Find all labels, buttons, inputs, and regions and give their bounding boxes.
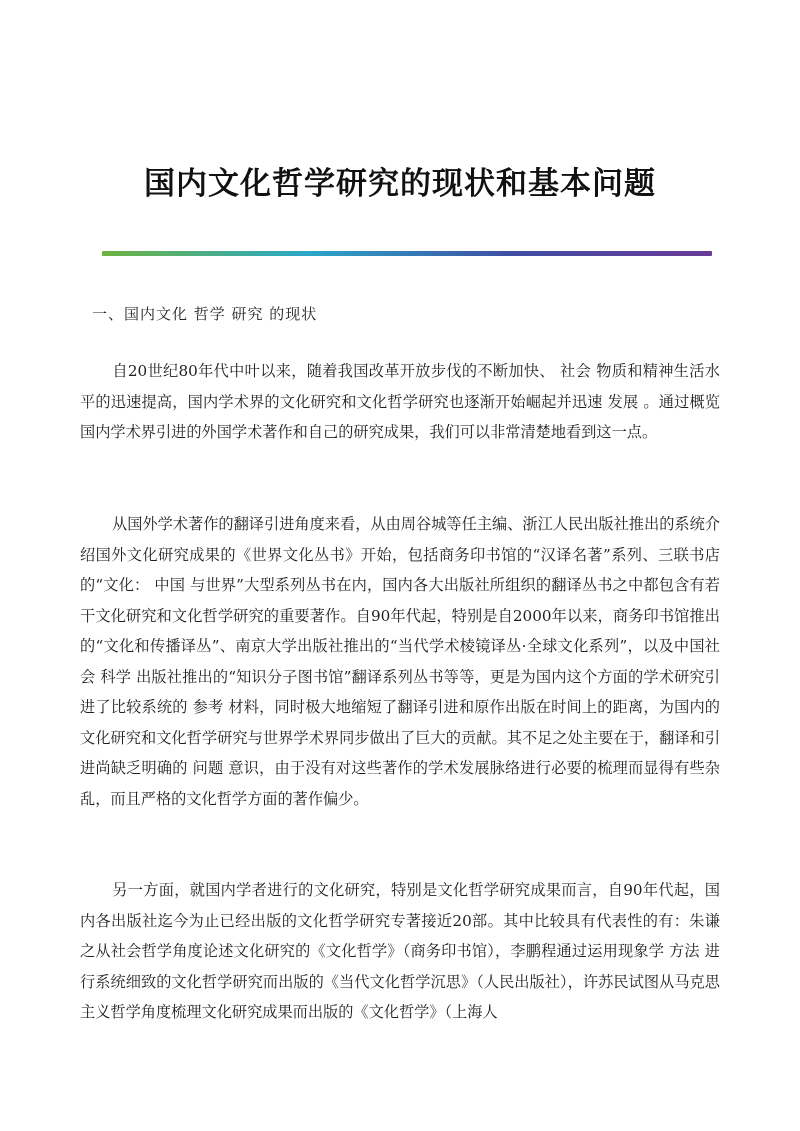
section-heading: 一、国内文化 哲学 研究 的现状 [92, 305, 318, 323]
page-title: 国内文化哲学研究的现状和基本问题 [144, 166, 656, 202]
paragraph-1 [80, 356, 720, 448]
paragraph-1-text: 自20世纪80年代中叶以来，随着我国改革开放步伐的不断加快、 社会 物质和精神生活水平的迅速提高，国内学术界的文化研究和文化哲学研究也逐渐开始崛起并迅速 发展 。通过概览国内学术界引进的外国学术著作和自己的研究成果，我们可以非常清楚地看到这一点。 [80, 362, 720, 441]
paragraph-3 [80, 875, 720, 1028]
paragraph-3-text: 另一方面，就国内学者进行的文化研究，特别是文化哲学研究成果而言，自90年代起，国内各出版社迄今为止已经出版的文化哲学研究专著接近20部。其中比较具有代表性的有：朱谦之从社会哲学角度论述文化研究的《文化哲学》（商务印书馆），李鹏程通过运用现象学 方法 进行系统细致的文化哲学研究而出版的《当代文化哲学沉思》（人民出版社），许苏民试图从马克思主义哲学角度梳理文化研究成果而出版的《文化哲学》（上海人 [80, 881, 720, 1021]
paragraph-2 [80, 509, 720, 814]
paragraph-2-text: 从国外学术著作的翻译引进角度来看，从由周谷城等任主编、浙江人民出版社推出的系统介绍国外文化研究成果的《世界文化丛书》开始，包括商务印书馆的“汉译名著”系列、三联书店的“文化： 中国 与世界”大型系列丛书在内，国内各大出版社所组织的翻译丛书之中都包含有若干文化研究和文化哲学研究的重要著作。自90年代起，特别是自2000年以来，商务印书馆推出的“文化和传播译丛”、南京大学出版社推出的“当代学术棱镜译丛·全球文化系列”，以及中国社会 科学 出版社推出的“知识分子图书馆”翻译系列丛书等等，更是为国内这个方面的学术研究引进了比较系统的 参考 材料，同时极大地缩短了翻译引进和原作出版在时间上的距离，为国内的文化研究和文化哲学研究与世界学术界同步做出了巨大的贡献。其不足之处主要在于，翻译和引进尚缺乏明确的 问题 意识，由于没有对这些著作的学术发展脉络进行必要的梳理而显得有些杂乱，而且严格的文化哲学方面的著作偏少。 [80, 515, 720, 808]
title-divider-gradient [102, 251, 712, 256]
